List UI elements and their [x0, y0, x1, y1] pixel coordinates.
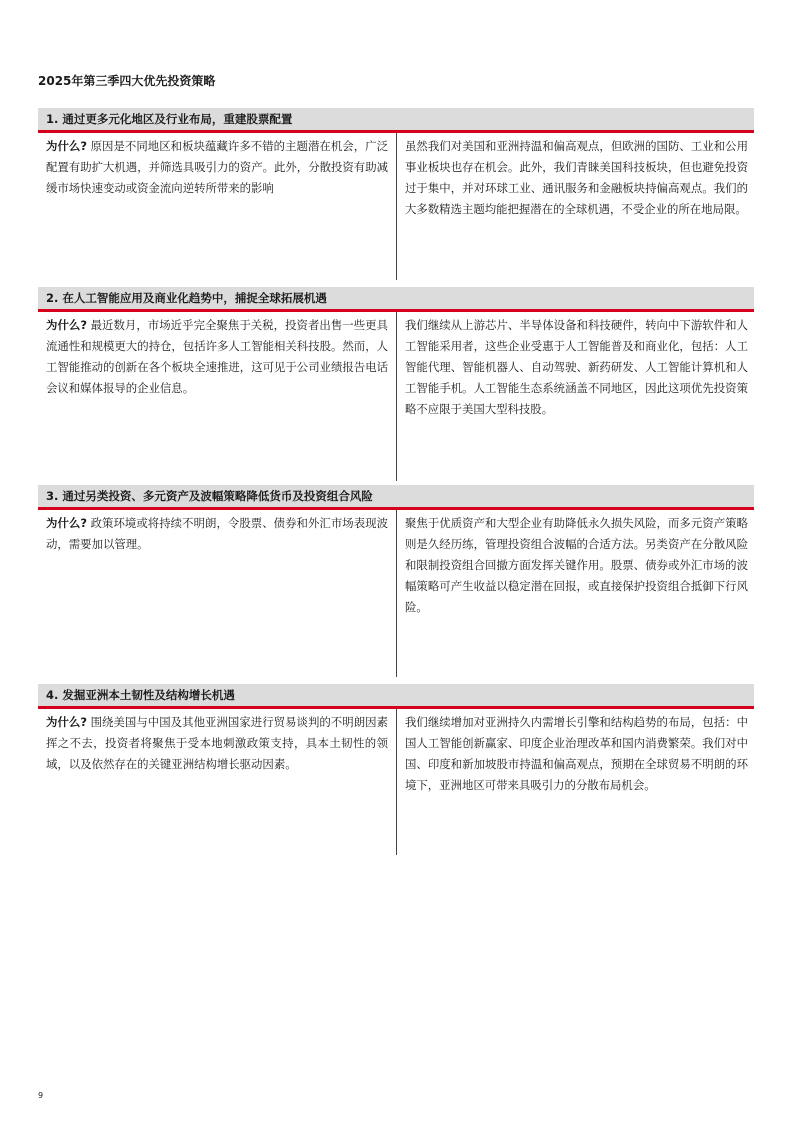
- section-rationale: [38, 709, 397, 855]
- rationale-text: 最近数月，市场近乎完全聚焦于关税，投资者出售一些更具流通性和规模更大的持仓，包括许多人工智能相关科技股。然而，人工智能推动的创新在各个板块全速推进，这可见于公司业绩报告电话会议和媒体报导的企业信息。: [46, 318, 388, 395]
- rationale-text: 政策环境或将持续不明朗，令股票、债券和外汇市场表现波动，需要加以管理。: [46, 516, 388, 551]
- why-label: 为什么?: [46, 318, 87, 332]
- section-rationale: [38, 510, 397, 677]
- section-heading: 4. 发掘亚洲本土韧性及结构增长机遇: [38, 684, 754, 709]
- page-title: 2025年第三季四大优先投资策略: [38, 74, 216, 88]
- rationale-text: 原因是不同地区和板块蕴藏许多不错的主题潜在机会，广泛配置有助扩大机遇，并筛选具吸引力的资产。此外，分散投资有助减缓市场快速变动或资金流向逆转所带来的影响: [46, 139, 388, 195]
- why-label: 为什么?: [46, 516, 87, 530]
- section-rationale: [38, 133, 397, 280]
- section-2: [38, 287, 754, 481]
- why-label: 为什么?: [46, 139, 87, 153]
- section-4: [38, 684, 754, 855]
- section-3: [38, 485, 754, 677]
- section-rationale: [38, 312, 397, 481]
- section-heading: 3. 通过另类投资、多元资产及波幅策略降低货币及投资组合风险: [38, 485, 754, 510]
- rationale-text: 围绕美国与中国及其他亚洲国家进行贸易谈判的不明朗因素挥之不去，投资者将聚焦于受本地刺激政策支持，具本土韧性的领域，以及依然存在的关键亚洲结构增长驱动因素。: [46, 715, 388, 771]
- section-strategy: 聚焦于优质资产和大型企业有助降低永久损失风险，而多元资产策略则是久经历练，管理投资组合波幅的合适方法。另类资产在分散风险和限制投资组合回撤方面发挥关键作用。股票、债券或外汇市场的波幅策略可产生收益以稳定潜在回报，或直接保护投资组合抵御下行风险。: [405, 516, 748, 614]
- page-number: 9: [38, 1091, 44, 1100]
- section-strategy: 虽然我们对美国和亚洲持温和偏高观点，但欧洲的国防、工业和公用事业板块也存在机会。此外，我们青睐美国科技板块，但也避免投资过于集中，并对环球工业、通讯服务和金融板块持偏高观点。我们的大多数精选主题均能把握潜在的全球机遇，不受企业的所在地局限。: [405, 139, 748, 216]
- section-strategy: 我们继续增加对亚洲持久内需增长引擎和结构趋势的布局，包括：中国人工智能创新赢家、印度企业治理改革和国内消费繁荣。我们对中国、印度和新加坡股市持温和偏高观点，预期在全球贸易不明朗的环境下，亚洲地区可带来具吸引力的分散布局机会。: [405, 715, 748, 792]
- section-strategy: 我们继续从上游芯片、半导体设备和科技硬件，转向中下游软件和人工智能采用者，这些企业受惠于人工智能普及和商业化，包括：人工智能代理、智能机器人、自动驾驶、新药研发、人工智能计算机和人工智能手机。人工智能生态系统涵盖不同地区，因此这项优先投资策略不应限于美国大型科技股。: [405, 318, 748, 416]
- section-heading: 1. 通过更多元化地区及行业布局，重建股票配置: [38, 108, 754, 133]
- why-label: 为什么?: [46, 715, 87, 729]
- section-1: [38, 108, 754, 280]
- section-heading: 2. 在人工智能应用及商业化趋势中，捕捉全球拓展机遇: [38, 287, 754, 312]
